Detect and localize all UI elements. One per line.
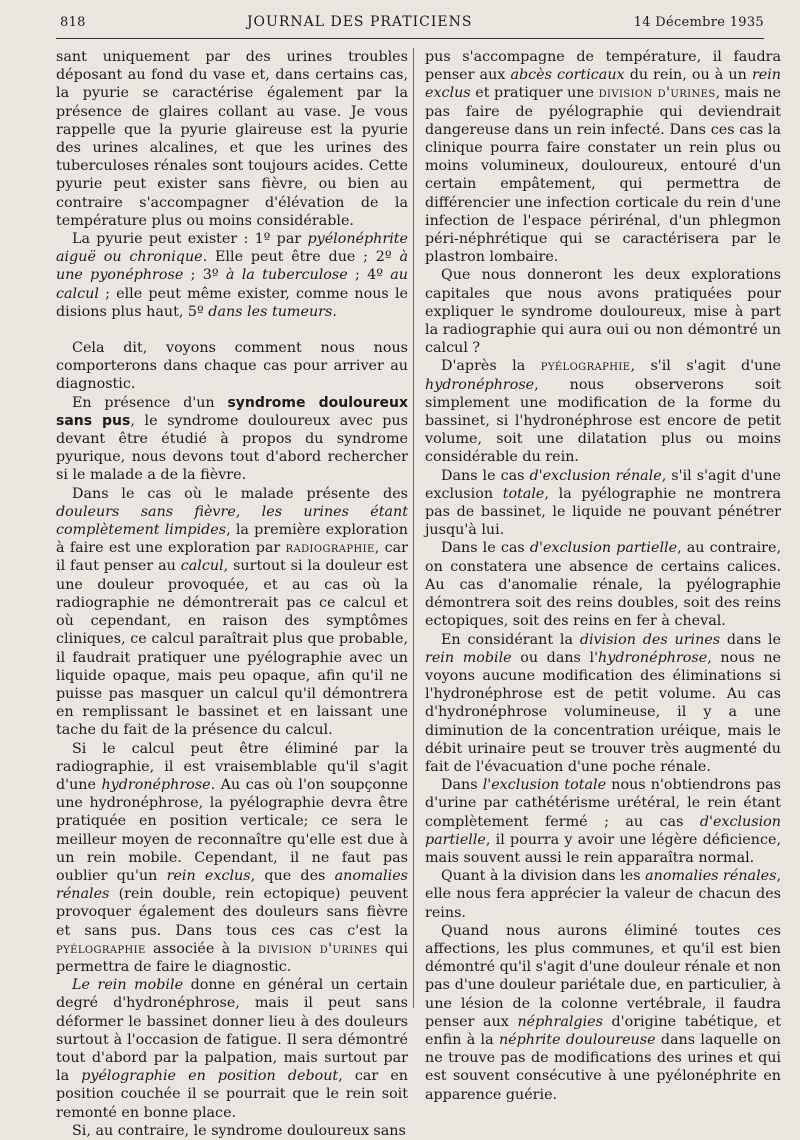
paragraph: Cela dit, voyons comment nous nous comporterons dans chaque cas pour arriver au diagnostic. [56, 340, 408, 393]
paragraph: La pyurie peut exister : 1º par pyélonéphrite aiguë ou chronique. Elle peut être due ; 2º à une pyonéphrose ; 3º à la tuberculose ; 4º au calcul ; elle peut même exister, comme nous le disions plus haut, 5º dans les tumeurs. [56, 231, 408, 320]
paragraph: Quant à la division dans les anomalies rénales, elle nous fera apprécier la valeur de chacun des reins. [425, 868, 781, 921]
paragraph: Si, au contraire, le syndrome douloureux sans [72, 1122, 406, 1139]
paragraph: Quand nous aurons éliminé toutes ces affections, les plus communes, et qu'il est bien démontré qu'il s'agit d'une douleur rénale et non pas d'une douleur pariétale due, en particulier, à une lésion de la colonne vertébrale, il faudra penser aux néphralgies d'origine tabétique, et enfin à la néphrite douloureuse dans laquelle on ne trouve pas de modifications des urines et qui est souvent consécutive à une pyélonéphrite en apparence guérie. [425, 922, 782, 1103]
paragraph: En présence d'un syndrome douloureux sans pus, le syndrome douloureux avec pus devant être étudié à propos du syndrome pyurique, nous devons tout d'abord rechercher si le malade a de la fièvre. [56, 394, 408, 484]
paragraph: Dans l'exclusion totale nous n'obtiendrons pas d'urine par cathétérisme urétéral, le rein étant complètement fermé ; au cas d'exclusion partielle, il pourra y avoir une légère déficience, mais souvent aussi le rein apparaîtra normal. [425, 777, 782, 866]
page-number: 818 [60, 15, 86, 30]
paragraph: pus s'accompagne de température, il faudra penser aux abcès corticaux du rein, ou à un rein exclus et pratiquer une division d'urines, mais ne pas faire de pyélographie qui deviendrait dangereuse dans un rein infecté. Dans ces cas la clinique pourra faire constater un rein plus ou moins volumineux, douloureux, entouré d'un certain empâtement, qui permettra de différencier une infection corticale du rein d'une infection de l'espace périrénal, d'un phlegmon péri-néphrétique qui se caractérisera par le plastron lombaire. [425, 49, 782, 266]
paragraph: Que nous donneront les deux explorations capitales que nous avons pratiquées pour expliquer le syndrome douloureux, mise à part la radiographie qui aura oui ou non démontré un calcul ? [425, 267, 781, 357]
left-column [56, 48, 408, 1140]
header-rule [56, 38, 764, 39]
paragraph: Dans le cas où le malade présente des douleurs sans fièvre, les urines étant complètement limpides, la première exploration à faire est une exploration par radiographie, car il faut penser au calcul, surtout si la douleur est une douleur provoquée, et au cas où la radiographie ne démontrerait pas ce calcul et où cependant, en raison des symptômes cliniques, ce calcul paraîtrait plus que probable, il faudrait pratiquer une pyélographie avec un liquide opaque, mais peu opaque, afin qu'il ne puisse pas masquer un calcul qu'il démontrera en remplissant le bassinet et en laissant une tache du fait de la présence du calcul. [56, 485, 408, 739]
issue-date: 14 Décembre 1935 [633, 15, 764, 30]
paragraph: Si le calcul peut être éliminé par la radiographie, il est vraisemblable qu'il s'agit d'une hydronéphrose. Au cas où l'on soupçonne une hydronéphrose, la pyélographie devra être pratiquée en position verticale; ce sera le meilleur moyen de reconnaître qu'elle est due à un rein mobile. Cependant, il ne faut pas oublier qu'un rein exclus, que des anomalies rénales (rein double, rein ectopique) peuvent provoquer également des douleurs sans fièvre et sans pus. Dans tous ces cas c'est la pyélographie associée à la division d'urines qui permettra de faire le diagnostic. [56, 740, 408, 975]
right-column [425, 48, 781, 1104]
page-header [60, 14, 764, 36]
paragraph: En considérant la division des urines dans le rein mobile ou dans l'hydronéphrose, nous ne voyons aucune modification des éliminations si l'hydronéphrose est de petit volume. Au cas d'hydronéphrose volumineuse, il y a une diminution de la concentration uréique, mais le débit urinaire peut se trouver très augmenté du fait de l'évacuation d'une poche rénale. [425, 631, 781, 775]
journal-title: JOURNAL DES PRATICIENS [246, 14, 473, 30]
paragraph: Dans le cas d'exclusion rénale, s'il s'agit d'une exclusion totale, la pyélographie ne montrera pas de bassinet, le liquide ne pouvant pénétrer jusqu'à lui. [425, 467, 781, 539]
column-divider [413, 48, 414, 1008]
paragraph: Dans le cas d'exclusion partielle, au contraire, on constatera une absence de certains calices. Au cas d'anomalie rénale, la pyélographie démontrera soit des reins doubles, soit des reins ectopiques, soit des reins en fer à cheval. [425, 540, 781, 630]
paragraph: sant uniquement par des urines troubles déposant au fond du vase et, dans certains cas, la pyurie se caractérise également par la présence de glaires collant au vase. Je vous rappelle que la pyurie glaireuse est la pyurie des urines alcalines, et que les urines des tuberculoses rénales sont toujours acides. Cette pyurie peut exister sans fièvre, ou bien au contraire s'accompagner d'élévation de la température plus ou moins considérable. [56, 49, 408, 229]
paragraph: D'après la pyélographie, s'il s'agit d'une hydronéphrose, nous observerons soit simplement une modification de la forme du bassinet, si l'hydronéphrose est encore de petit volume, soit une dilatation plus ou moins considérable du rein. [425, 358, 781, 466]
paragraph: Le rein mobile donne en général un certain degré d'hydronéphrose, mais il peut sans déformer le bassinet donner lieu à des douleurs surtout à l'occasion de fatigue. Il sera démontré tout d'abord par la palpation, mais surtout par la pyélographie en position debout, car en position couchée il se pourrait que le rein soit remonté en bonne place. [56, 977, 408, 1121]
